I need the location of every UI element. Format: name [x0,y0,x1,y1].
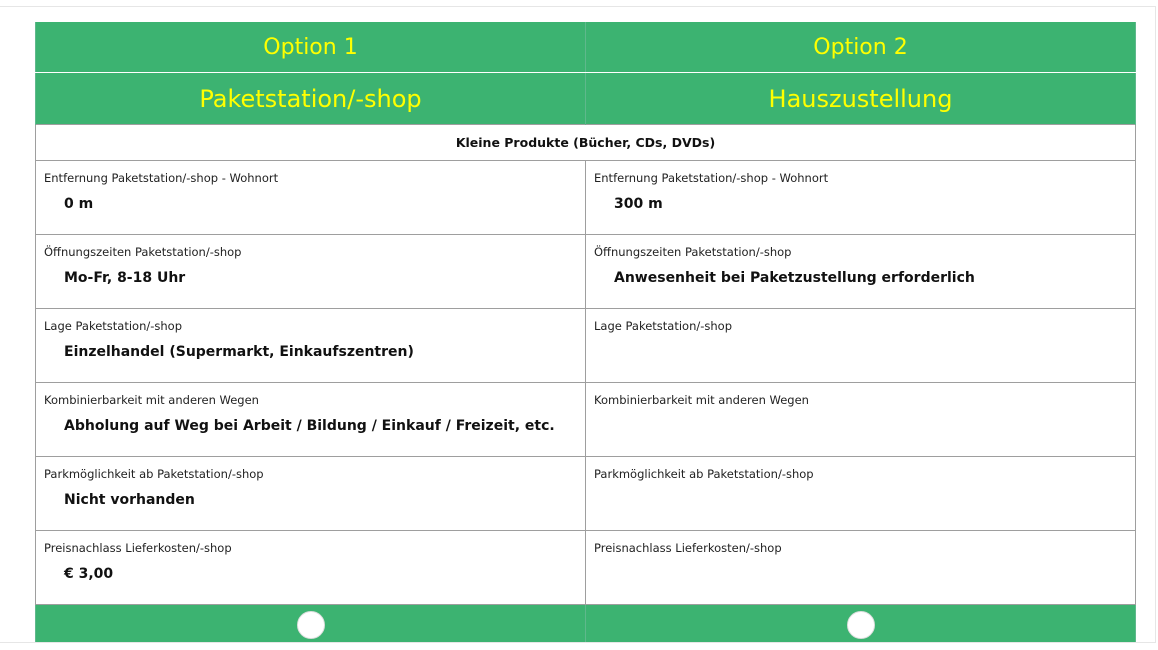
option-1-attribute [36,457,586,531]
option-1-attribute [36,309,586,383]
attribute-value [586,481,1135,492]
attribute-value: Abholung auf Weg bei Arbeit / Bildung / Einkauf / Freizeit, etc. [64,418,555,434]
category-label: Kleine Produkte (Bücher, CDs, DVDs) [36,125,1136,161]
attribute-value: € 3,00 [64,566,114,582]
category-row [36,125,1136,161]
option-1-attribute [36,531,586,605]
attribute-row-parking [36,457,1136,531]
option-1-attribute [36,235,586,309]
option-2-attribute [586,235,1136,309]
attribute-label: Lage Paketstation/-shop [44,319,182,333]
attribute-value [586,407,1135,418]
attribute-value: Nicht vorhanden [64,492,195,508]
attribute-value: 0 m [64,196,94,212]
attribute-value [586,555,1135,566]
option-1-attribute [36,383,586,457]
option-1-attribute [36,161,586,235]
option-header-row [36,22,1136,73]
alternative-row [36,73,1136,125]
attribute-value: Anwesenheit bei Paketzustellung erforderlich [614,270,975,286]
attribute-label: Entfernung Paketstation/-shop - Wohnort [594,171,829,185]
option-2-attribute [586,383,1136,457]
attribute-label: Preisnachlass Lieferkosten/-shop [594,541,782,555]
attribute-value: Einzelhandel (Supermarkt, Einkaufszentren) [64,344,414,360]
attribute-label: Öffnungszeiten Paketstation/-shop [594,245,792,259]
option-1-select-cell [36,605,586,643]
attribute-label: Entfernung Paketstation/-shop - Wohnort [44,171,279,185]
choice-table [35,22,1136,642]
option-2-attribute [586,457,1136,531]
option-2-select-cell [586,605,1136,643]
option-1-label: Option 1 [36,22,586,73]
option-2-radio[interactable] [847,611,875,639]
attribute-label: Lage Paketstation/-shop [594,319,732,333]
attribute-value [586,333,1135,344]
attribute-label: Öffnungszeiten Paketstation/-shop [44,245,242,259]
option-1-alternative: Paketstation/-shop [36,73,586,125]
attribute-label: Parkmöglichkeit ab Paketstation/-shop [594,467,814,481]
option-2-attribute [586,531,1136,605]
attribute-value: Mo-Fr, 8-18 Uhr [64,270,186,286]
attribute-label: Parkmöglichkeit ab Paketstation/-shop [44,467,264,481]
option-2-alternative: Hauszustellung [586,73,1136,125]
option-2-label: Option 2 [586,22,1136,73]
attribute-row-discount [36,531,1136,605]
option-1-radio[interactable] [297,611,325,639]
option-2-attribute [586,309,1136,383]
selection-row [36,605,1136,643]
attribute-label: Preisnachlass Lieferkosten/-shop [44,541,232,555]
attribute-row-combinability [36,383,1136,457]
attribute-row-location [36,309,1136,383]
attribute-value: 300 m [614,196,663,212]
attribute-label: Kombinierbarkeit mit anderen Wegen [594,393,809,407]
attribute-row-distance [36,161,1136,235]
option-2-attribute [586,161,1136,235]
attribute-label: Kombinierbarkeit mit anderen Wegen [44,393,259,407]
attribute-row-opening-hours [36,235,1136,309]
